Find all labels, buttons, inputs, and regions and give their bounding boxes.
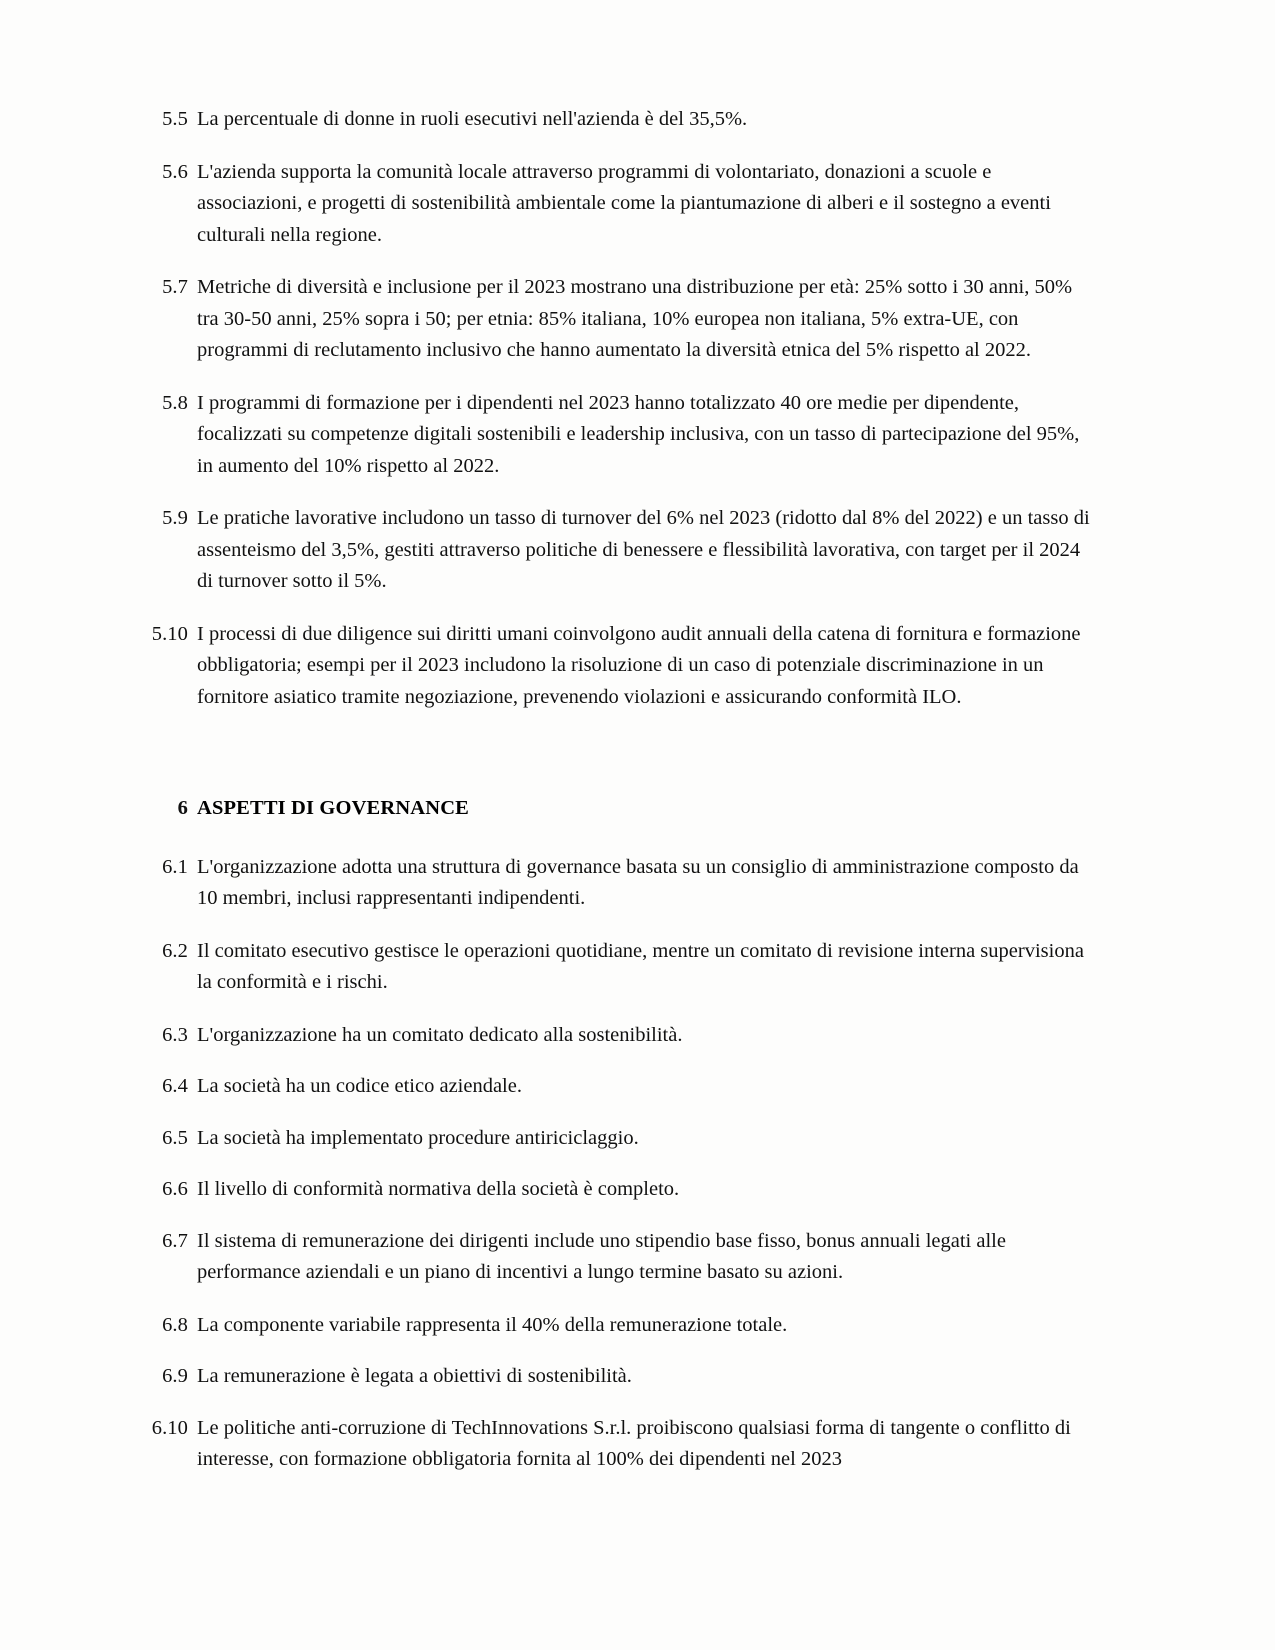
- clause-number: 6.8: [162, 1313, 188, 1336]
- section-number: 6: [177, 797, 188, 819]
- clause-6-3: [133, 1020, 1091, 1052]
- clause-text: L'organizzazione adotta una struttura di governance basata su un consiglio di amministrazione composto da 10 membri, inclusi rappresentanti indipendenti.: [197, 855, 1079, 909]
- clause-6-7: [133, 1226, 1091, 1289]
- clause-5-9: [133, 503, 1091, 598]
- clause-text: L'organizzazione ha un comitato dedicato alla sostenibilità.: [197, 1023, 683, 1046]
- clause-text: Il sistema di remunerazione dei dirigenti include uno stipendio base fisso, bonus annuali legati alle performance aziendali e un piano di incentivi a lungo termine basato su azioni.: [197, 1229, 1006, 1283]
- clause-text: La società ha implementato procedure antiriciclaggio.: [197, 1126, 639, 1149]
- clause-6-9: [133, 1361, 1091, 1393]
- clause-6-5: [133, 1123, 1091, 1155]
- clause-text: La componente variabile rappresenta il 40% della remunerazione totale.: [197, 1313, 788, 1336]
- clause-number: 6.7: [162, 1229, 188, 1252]
- clause-number: 6.1: [162, 855, 188, 878]
- clause-6-1: [133, 852, 1091, 915]
- clause-number: 6.4: [162, 1075, 188, 1097]
- clause-number: 5.7: [162, 276, 188, 298]
- document-body: [133, 104, 1091, 1497]
- clause-5-10: [133, 619, 1091, 714]
- clause-text: L'azienda supporta la comunità locale attraverso programmi di volontariato, donazioni a scuole e associazioni, e progetti di sostenibilità ambientale come la piantumazione di alberi e il sostegno a eventi culturali nella regione.: [197, 160, 1051, 246]
- clause-text: Le pratiche lavorative includono un tasso di turnover del 6% nel 2023 (ridotto dal 8% del 2022) e un tasso di assenteismo del 3,5%, gestiti attraverso politiche di benessere e flessibilità lavorativa, con target per il 2024 di turnover sotto il 5%.: [197, 507, 1090, 592]
- clause-text: Metriche di diversità e inclusione per il 2023 mostrano una distribuzione per età: 25% sotto i 30 anni, 50% tra 30-50 anni, 25% sopra i 50; per etnia: 85% italiana, 10% europea non italiana, 5% extra-UE, con programmi di reclutamento inclusivo che hanno aumentato la diversità etnica del 5% rispetto al 2022.: [197, 276, 1073, 361]
- clause-text: La società ha un codice etico aziendale.: [197, 1075, 522, 1097]
- section-title: ASPETTI DI GOVERNANCE: [197, 797, 469, 819]
- clause-text: I processi di due diligence sui diritti umani coinvolgono audit annuali della catena di fornitura e formazione obbligatoria; esempi per il 2023 includono la risoluzione di un caso di potenziale discriminazione in un fornitore asiatico tramite negoziazione, prevenendo violazioni e assicurando conformità ILO.: [197, 622, 1081, 708]
- clause-number: 6.6: [162, 1178, 188, 1200]
- clause-number: 5.10: [151, 622, 188, 645]
- clause-6-8: [133, 1310, 1091, 1342]
- clause-5-7: [133, 272, 1091, 367]
- clause-number: 6.5: [162, 1126, 188, 1149]
- clause-text: Le politiche anti-corruzione di TechInnovations S.r.l. proibiscono qualsiasi forma di tangente o conflitto di interesse, con formazione obbligatoria fornita al 100% dei dipendenti nel 2023: [197, 1416, 1071, 1470]
- clause-number: 5.6: [162, 160, 188, 183]
- clause-number: 5.8: [162, 391, 188, 414]
- clause-number: 6.10: [151, 1416, 188, 1439]
- clause-5-8: [133, 388, 1091, 483]
- clause-6-2: [133, 936, 1091, 999]
- clause-6-6: [133, 1174, 1091, 1206]
- clause-number: 5.9: [162, 507, 188, 529]
- clause-text: La percentuale di donne in ruoli esecutivi nell'azienda è del 35,5%.: [197, 108, 748, 130]
- clause-text: Il livello di conformità normativa della società è completo.: [197, 1178, 680, 1200]
- section-heading-governance: [133, 793, 1091, 825]
- clause-text: I programmi di formazione per i dipendenti nel 2023 hanno totalizzato 40 ore medie per dipendente, focalizzati su competenze digitali sostenibili e leadership inclusiva, con un tasso di partecipazione del 95%, in aumento del 10% rispetto al 2022.: [197, 391, 1080, 477]
- clause-number: 5.5: [162, 108, 188, 130]
- clause-number: 6.9: [162, 1365, 188, 1387]
- clause-text: La remunerazione è legata a obiettivi di sostenibilità.: [197, 1365, 632, 1387]
- clause-5-6: [133, 157, 1091, 252]
- clause-6-10: [133, 1413, 1091, 1476]
- clause-6-4: [133, 1071, 1091, 1103]
- clause-number: 6.2: [162, 939, 188, 962]
- clause-5-5: [133, 104, 1091, 136]
- clause-text: Il comitato esecutivo gestisce le operazioni quotidiane, mentre un comitato di revisione interna supervisiona la conformità e i rischi.: [197, 939, 1084, 993]
- clause-number: 6.3: [162, 1023, 188, 1046]
